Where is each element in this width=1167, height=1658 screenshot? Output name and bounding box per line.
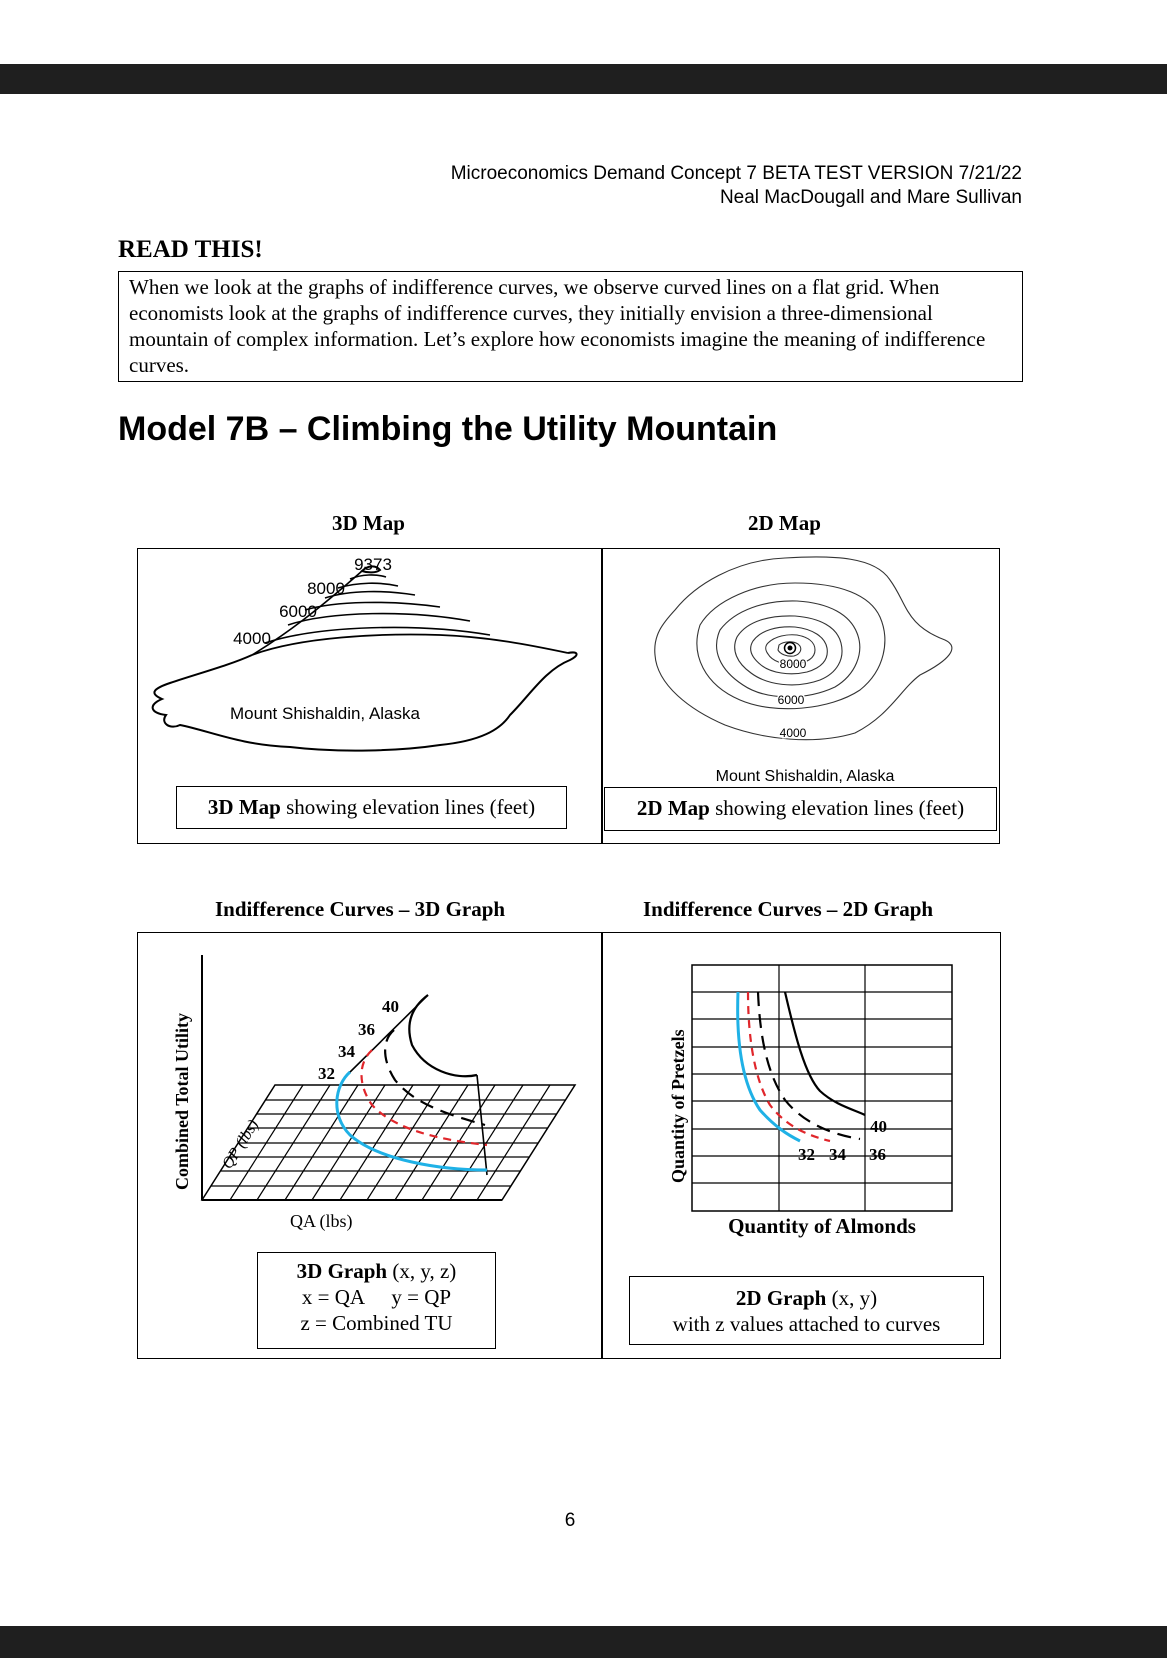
curve-36-2d: [758, 992, 860, 1139]
curve-3d-label-40: 40: [382, 997, 399, 1016]
map-2d-caption-text: showing elevation lines (feet): [709, 796, 965, 820]
header-line-1: Microeconomics Demand Concept 7 BETA TEST VERSION 7/21/22: [450, 163, 1022, 184]
qa-axis-label: QA (lbs): [290, 1211, 353, 1231]
document-header: [451, 162, 1022, 210]
contour-4000: [252, 635, 568, 655]
elev-8000: 8000: [307, 579, 345, 598]
almonds-axis-label: Quantity of Almonds: [728, 1214, 916, 1238]
read-this-title: READ THIS!: [118, 236, 263, 263]
elev-2d-8000: 8000: [779, 657, 807, 671]
read-this-body: When we look at the graphs of indifference curves, we observe curved lines on a flat grid. When economists look at the graphs of indifference curves, they initially envision a three-dimensional mountain of complex information. Let’s explore how economists imagine the meaning of indifference curves.: [129, 275, 986, 377]
graph-3d-caption-y: y = QP: [391, 1285, 452, 1309]
graph-3d-caption-z: z = Combined TU: [300, 1311, 453, 1335]
graph-3d-caption-x: x = QA: [301, 1285, 366, 1309]
graph-2d-caption: [629, 1276, 984, 1345]
curve-2d-label-36: 36: [869, 1145, 886, 1164]
curve-40-2d: [785, 992, 865, 1115]
read-this-box: [118, 271, 1023, 382]
maps-divider: [601, 548, 603, 844]
indifference-3d-graph: [150, 945, 590, 1265]
curve-2d-label-32: 32: [798, 1145, 815, 1164]
elev-6000: 6000: [279, 602, 317, 621]
curve-3d-label-32: 32: [318, 1064, 335, 1083]
curve-3d-label-34: 34: [338, 1042, 355, 1061]
curve-36-3d: [385, 1030, 485, 1125]
curve-40-3d: [409, 995, 477, 1076]
mountain-base-outline: [153, 652, 577, 750]
elev-2d-6000: 6000: [777, 693, 805, 707]
mountain-3d-place: Mount Shishaldin, Alaska: [230, 704, 420, 723]
curve-3d-label-36: 36: [358, 1020, 375, 1039]
map-2d-caption: [604, 787, 997, 831]
summit-dot: [788, 646, 793, 651]
map-3d-caption-text: showing elevation lines (feet): [280, 795, 536, 819]
mountain-2d-place: Mount Shishaldin, Alaska: [715, 768, 895, 785]
graph-2d-caption-line2: with z values attached to curves: [672, 1312, 941, 1336]
grid-outline: [692, 965, 952, 1211]
mountain-3d-illustration: [140, 555, 600, 785]
elev-2d-4000: 4000: [779, 726, 807, 740]
graph-3d-caption: [257, 1252, 496, 1349]
map-3d-caption-bold: 3D Map: [207, 795, 281, 819]
bottom-bar: [0, 1626, 1167, 1658]
model-title: Model 7B – Climbing the Utility Mountain: [118, 410, 778, 448]
contour-outer: [655, 557, 952, 740]
page-number: 6: [564, 1510, 576, 1531]
graphs-divider: [601, 932, 603, 1359]
map-2d-label: 2D Map: [748, 511, 821, 535]
indifference-2d-graph: [660, 955, 990, 1238]
graph-3d-label: Indifference Curves – 3D Graph: [215, 897, 506, 921]
qp-axis-label: QP (lbs): [218, 1116, 263, 1173]
graph-3d-caption-text: (x, y, z): [387, 1259, 457, 1283]
pretzels-axis-label: Quantity of Pretzels: [668, 1029, 688, 1183]
map-2d-caption-bold: 2D Map: [636, 796, 710, 820]
map-3d-caption: [176, 786, 567, 829]
z-axis-label: Combined Total Utility: [172, 1012, 192, 1190]
top-bar: [0, 64, 1167, 94]
sheet-right-edge: [477, 1075, 487, 1175]
contour-ring-3: [305, 602, 440, 610]
curve-34-3d: [362, 1050, 488, 1145]
elev-9373: 9373: [354, 555, 392, 574]
elev-4000: 4000: [233, 629, 271, 648]
header-line-2: Neal MacDougall and Mare Sullivan: [719, 187, 1022, 208]
graph-2d-caption-bold: 2D Graph: [735, 1286, 827, 1310]
curve-2d-label-40: 40: [870, 1117, 887, 1136]
map-3d-label: 3D Map: [332, 511, 405, 535]
curve-2d-label-34: 34: [829, 1145, 846, 1164]
graph-2d-caption-text: (x, y): [826, 1286, 878, 1310]
graph-2d-label: Indifference Curves – 2D Graph: [643, 897, 934, 921]
graph-3d-caption-bold: 3D Graph: [296, 1259, 388, 1283]
mountain-2d-illustration: [645, 555, 975, 785]
